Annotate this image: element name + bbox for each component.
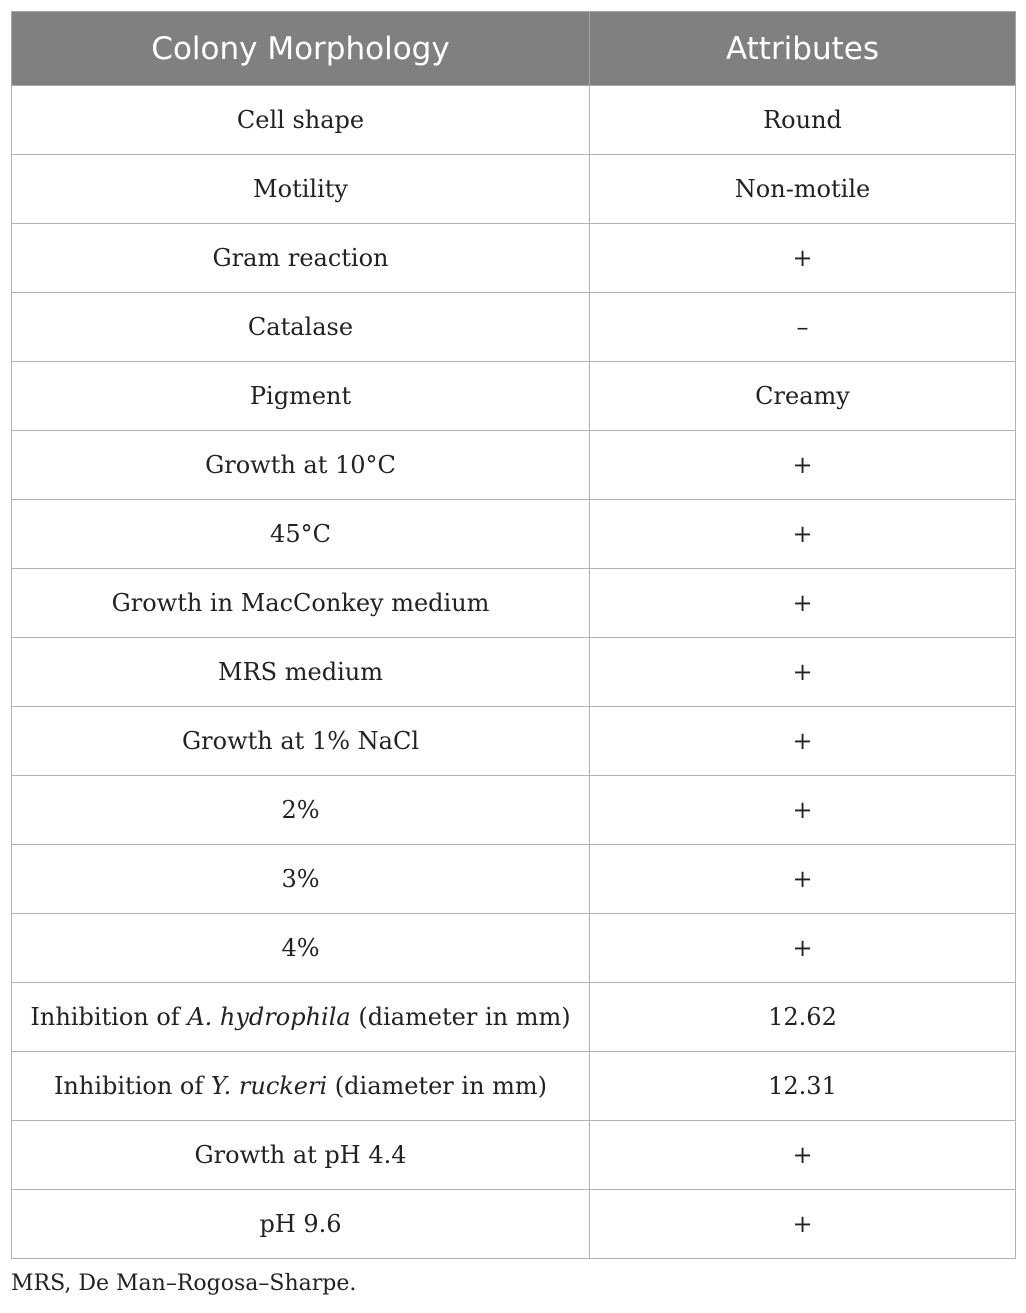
row-value: + (590, 776, 1016, 845)
species-name: Y. ruckeri (210, 1072, 328, 1100)
table-row (12, 431, 1016, 500)
label-suffix: (diameter in mm) (350, 1003, 571, 1031)
table-row (12, 707, 1016, 776)
row-label: Cell shape (12, 86, 590, 155)
table-row (12, 86, 1016, 155)
table-row (12, 224, 1016, 293)
table-row (12, 983, 1016, 1052)
row-value: + (590, 431, 1016, 500)
row-value: + (590, 224, 1016, 293)
table-row (12, 362, 1016, 431)
row-value: + (590, 914, 1016, 983)
label-prefix: Inhibition of (53, 1072, 211, 1100)
table-row (12, 500, 1016, 569)
row-label: 45°C (12, 500, 590, 569)
row-label: Catalase (12, 293, 590, 362)
species-name: A. hydrophila (187, 1003, 351, 1031)
row-label: Growth at 10°C (12, 431, 590, 500)
row-value: 12.62 (590, 983, 1016, 1052)
row-label: Pigment (12, 362, 590, 431)
row-value: + (590, 845, 1016, 914)
row-label: 4% (12, 914, 590, 983)
row-value: + (590, 500, 1016, 569)
row-value: + (590, 1190, 1016, 1259)
row-label: Gram reaction (12, 224, 590, 293)
header-colony-morphology: Colony Morphology (12, 12, 590, 86)
row-value: Creamy (590, 362, 1016, 431)
table-row (12, 776, 1016, 845)
row-label (12, 983, 590, 1052)
colony-morphology-table (11, 11, 1016, 1259)
row-label (12, 1052, 590, 1121)
table-row (12, 1052, 1016, 1121)
row-label: Growth at pH 4.4 (12, 1121, 590, 1190)
row-value: – (590, 293, 1016, 362)
table-header-row (12, 12, 1016, 86)
table-row (12, 293, 1016, 362)
table-row (12, 1121, 1016, 1190)
row-value: + (590, 707, 1016, 776)
row-label: Motility (12, 155, 590, 224)
row-value: + (590, 638, 1016, 707)
table-row (12, 569, 1016, 638)
table-row (12, 914, 1016, 983)
table-row (12, 845, 1016, 914)
row-value: Non-motile (590, 155, 1016, 224)
row-label: 3% (12, 845, 590, 914)
row-label: MRS medium (12, 638, 590, 707)
header-attributes: Attributes (590, 12, 1016, 86)
row-label: pH 9.6 (12, 1190, 590, 1259)
row-label: Growth in MacConkey medium (12, 569, 590, 638)
table-row (12, 638, 1016, 707)
row-value: + (590, 1121, 1016, 1190)
table-footnote: MRS, De Man–Rogosa–Sharpe. (11, 1271, 357, 1296)
row-label: Growth at 1% NaCl (12, 707, 590, 776)
table-row (12, 155, 1016, 224)
row-label: 2% (12, 776, 590, 845)
row-value: Round (590, 86, 1016, 155)
label-prefix: Inhibition of (30, 1003, 188, 1031)
label-suffix: (diameter in mm) (327, 1072, 548, 1100)
row-value: 12.31 (590, 1052, 1016, 1121)
table-row (12, 1190, 1016, 1259)
row-value: + (590, 569, 1016, 638)
